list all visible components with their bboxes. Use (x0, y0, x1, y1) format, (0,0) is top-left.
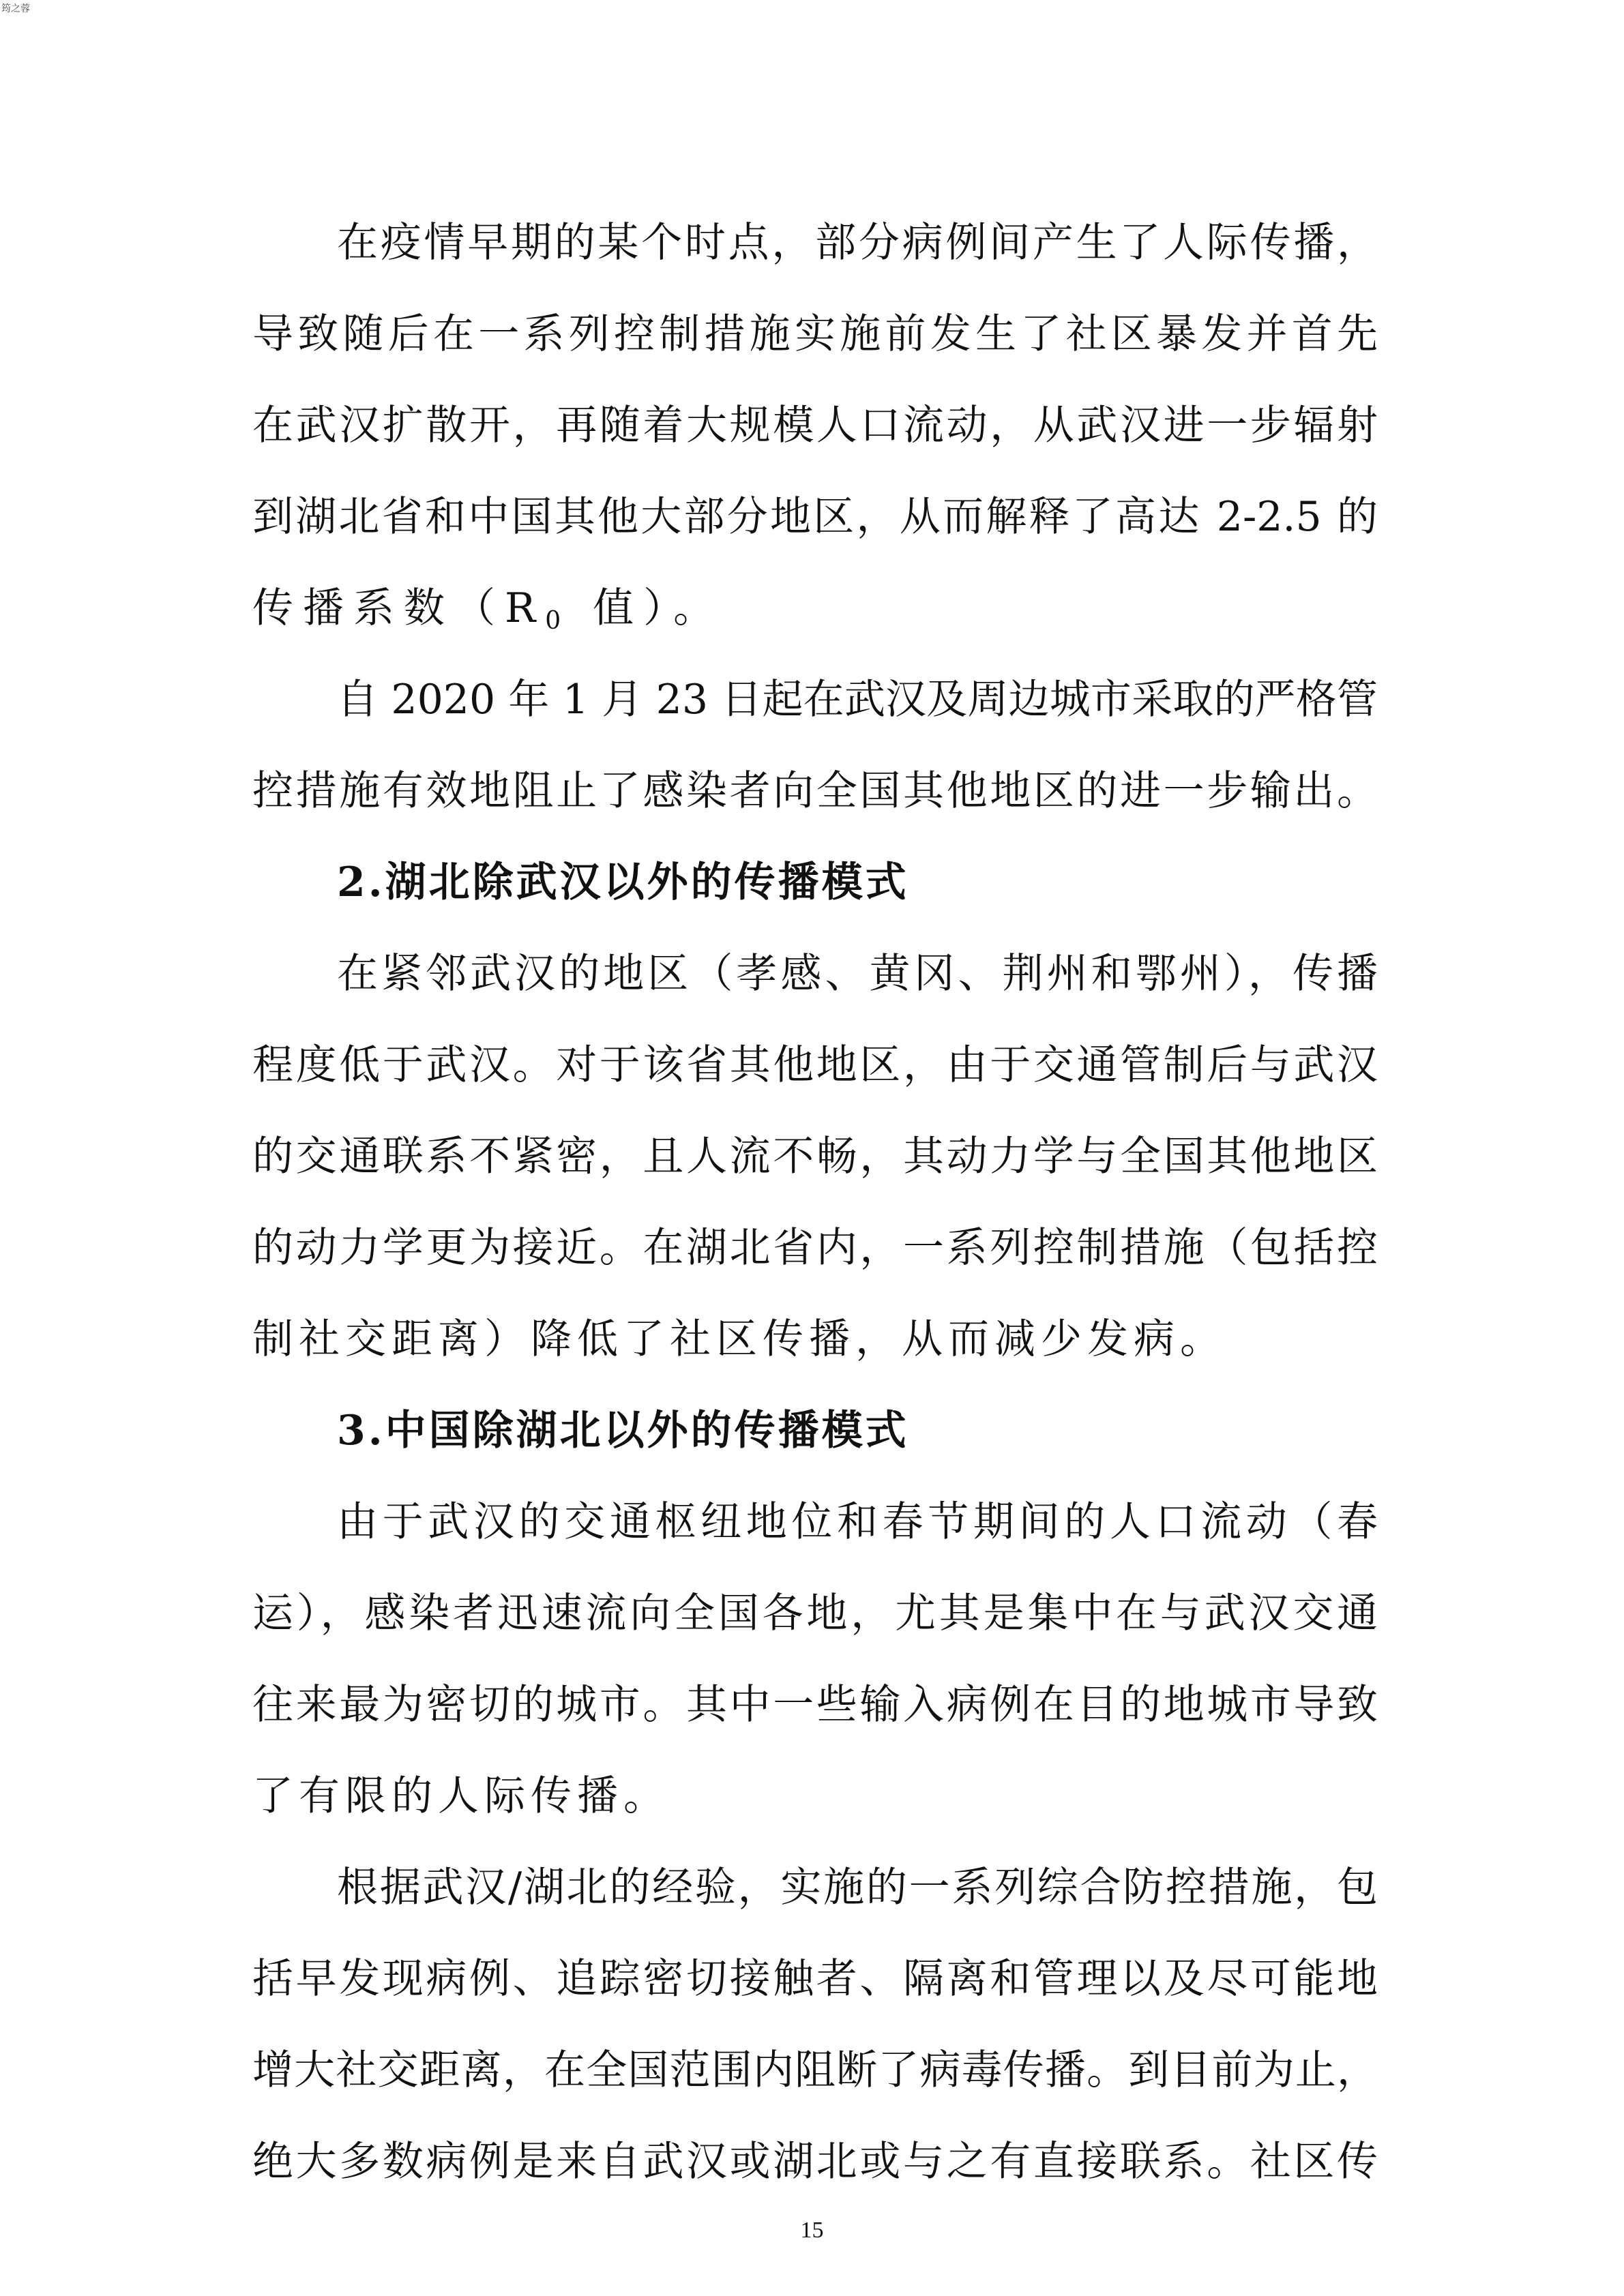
paragraph-3-line-3: 的交通联系不紧密，且人流不畅，其动力学与全国其他地区 (252, 1133, 1378, 1180)
section-heading-3: 3.中国除湖北以外的传播模式 (337, 1407, 909, 1455)
paragraph-1-line-4: 到湖北省和中国其他大部分地区，从而解释了高达 2-2.5 的 (252, 493, 1378, 541)
paragraph-5-line-3: 增大社交距离，在全国范围内阻断了病毒传播。到目前为止， (252, 2046, 1378, 2094)
r0-suffix: 值）。 (570, 584, 724, 632)
paragraph-1-line-1: 在疫情早期的某个时点，部分病例间产生了人际传播， (337, 219, 1378, 267)
paragraph-5-line-4: 绝大多数病例是来自武汉或湖北或与之有直接联系。社区传 (252, 2138, 1378, 2186)
paragraph-3-line-1: 在紧邻武汉的地区（孝感、黄冈、荆州和鄂州），传播 (337, 950, 1378, 998)
paragraph-4-line-4: 了有限的人际传播。 (252, 1772, 670, 1820)
paragraph-4-line-3: 往来最为密切的城市。其中一些输入病例在目的地城市导致 (252, 1681, 1378, 1729)
paragraph-5-line-1: 根据武汉/湖北的经验，实施的一系列综合防控措施，包 (337, 1864, 1378, 1911)
section-heading-2: 2.湖北除武汉以外的传播模式 (337, 859, 909, 906)
corner-watermark: 筠之蓉 (1, 3, 30, 14)
paragraph-4-line-2: 运），感染者迅速流向全国各地，尤其是集中在与武汉交通 (252, 1590, 1378, 1637)
page-number: 15 (800, 2218, 824, 2243)
paragraph-3-line-5: 制社交距离）降低了社区传播，从而减少发病。 (252, 1315, 1226, 1363)
paragraph-5-line-2: 括早发现病例、追踪密切接触者、隔离和管理以及尽可能地 (252, 1955, 1378, 2003)
paragraph-1-line-2: 导致随后在一系列控制措施实施前发生了社区暴发并首先 (252, 310, 1378, 358)
r0-prefix: 传播系数（R (252, 584, 546, 632)
r0-subscript: 0 (545, 607, 571, 635)
paragraph-1-line-5 (252, 561, 1378, 656)
paragraph-3-line-2: 程度低于武汉。对于该省其他地区，由于交通管制后与武汉 (252, 1041, 1378, 1089)
paragraph-1-line-3: 在武汉扩散开，再随着大规模人口流动，从武汉进一步辐射 (252, 402, 1378, 449)
paragraph-2-line-1: 自 2020 年 1 月 23 日起在武汉及周边城市采取的严格管 (337, 676, 1378, 724)
paragraph-3-line-4: 的动力学更为接近。在湖北省内，一系列控制措施（包括控 (252, 1224, 1378, 1272)
paragraph-4-line-1: 由于武汉的交通枢纽地位和春节期间的人口流动（春 (337, 1498, 1378, 1546)
paragraph-2-line-2: 控措施有效地阻止了感染者向全国其他地区的进一步输出。 (252, 767, 1378, 815)
